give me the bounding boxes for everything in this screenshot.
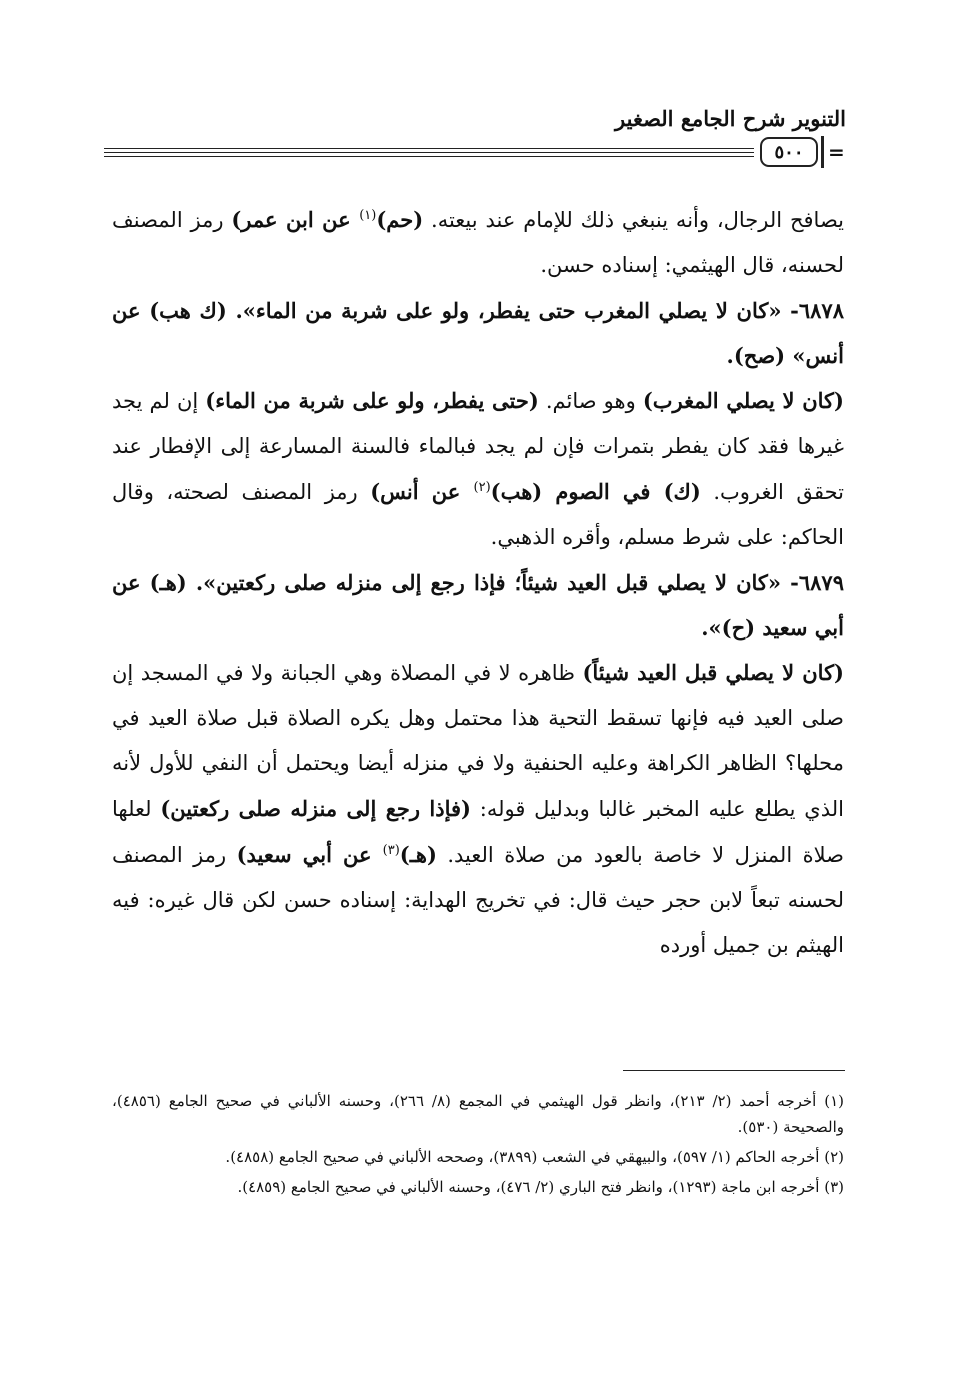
narrator: عن ابن عمر) bbox=[231, 207, 360, 232]
header-rule bbox=[104, 156, 754, 157]
page-number-ornament bbox=[821, 136, 824, 168]
running-title: التنوير شرح الجامع الصغير bbox=[615, 106, 846, 131]
quoted-matn: (حتى يفطر، ولو على شربة من الماء) bbox=[205, 388, 539, 413]
source-code: (ك) في الصوم (هب) bbox=[490, 479, 701, 504]
source-code: (هـ) bbox=[399, 842, 437, 867]
footnote-ref: (٣) bbox=[382, 843, 400, 858]
hadith-6878: ٦٨٧٨- «كان لا يصلي المغرب حتى يفطر، ولو على شربة من الماء». (ك هب) عن أنس» (صح). bbox=[112, 298, 844, 368]
text-run: وهو صائم. bbox=[538, 389, 643, 413]
text-run: رمز المصنف لصحته، وقال الحاكم: على شرط مسلم، وأقره الذهبي. bbox=[112, 480, 844, 549]
footnotes bbox=[112, 1088, 844, 1204]
quoted-matn: (كان لا يصلي قبل العيد شيئاً) bbox=[582, 660, 844, 685]
source-code: (حم) bbox=[376, 207, 424, 232]
footnote-ref: (١) bbox=[359, 208, 377, 223]
paragraph-3 bbox=[112, 650, 844, 968]
header-rule bbox=[104, 152, 754, 153]
text-run: لعلها صلاة المنزل لا خاصة بالعود من صلاة العيد. bbox=[112, 797, 844, 867]
paragraph-2 bbox=[112, 378, 844, 560]
quoted-matn: (كان لا يصلي المغرب) bbox=[642, 388, 844, 413]
text-run: إن لم يجد غيرها فقد كان يفطر بتمرات فإن لم يجد فبالماء فالسنة المسارعة إلى الإفطار عند تحقق الغروب. bbox=[112, 389, 844, 504]
paragraph-1 bbox=[112, 197, 844, 288]
narrator: عن أنس) bbox=[370, 479, 474, 504]
page-number-ornament-mark: = bbox=[828, 140, 845, 164]
body-text bbox=[112, 197, 844, 968]
footnote-2: (٢) أخرجه الحاكم (١/ ٥٩٧)، والبيهقي في الشعب (٣٨٩٩)، وصححه الألباني في صحيح الجامع (٤٨٥٨). bbox=[225, 1148, 844, 1166]
text-run: رمز المصنف لحسنه تبعاً لابن حجر حيث قال: في تخريج الهداية: إسناده حسن لكن قال غيره: فيه الهيثم بن جميل أورده bbox=[112, 843, 844, 957]
quoted-matn: (فإذا رجع إلى منزله صلى ركعتين) bbox=[160, 796, 471, 821]
footnote-3: (٣) أخرجه ابن ماجة (١٢٩٣)، وانظر فتح الباري (٢/ ٤٧٦)، وحسنه الألباني في صحيح الجامع (٤٨٥٩). bbox=[237, 1178, 844, 1196]
footnote-separator bbox=[623, 1070, 845, 1071]
header-rule bbox=[104, 148, 754, 149]
narrator: عن أبي سعيد) bbox=[236, 842, 383, 867]
text-run: ظاهره لا في المصلاة وهي الجبانة ولا في المسجد إن صلى العيد فيه فإنها تسقط التحية هذا محتمل وهل يكره الصلاة قبل صلاة العيد في محلها؟ الظاهر الكراهة وعليه الحنفية ولا في منزله أيضا ويحتمل أن النفي للأول لأنه الذي يطلع عليه المخبر غالبا وبدليل قوله: bbox=[112, 661, 844, 821]
footnote-ref: (٢) bbox=[473, 480, 491, 495]
text-run: يصافح الرجال، وأنه ينبغي ذلك للإمام عند بيعته. bbox=[423, 208, 844, 232]
page-number-box bbox=[760, 137, 818, 167]
page-number: ٥٠٠ bbox=[774, 141, 804, 163]
text-run: رمز المصنف لحسنه، قال الهيثمي: إسناده حسن. bbox=[112, 208, 844, 277]
footnote-1: (١) أخرجه أحمد (٢/ ٢١٣)، وانظر قول الهيثمي في المجمع (٨/ ٢٦٦)، وحسنه الألباني في صحيح الجامع (٤٨٥٦)، والصحيحة (٥٣٠). bbox=[112, 1092, 845, 1136]
hadith-6879: ٦٨٧٩- «كان لا يصلي قبل العيد شيئاً؛ فإذا رجع إلى منزله صلى ركعتين». (هـ) عن أبي سعيد (ح)». bbox=[112, 570, 844, 640]
